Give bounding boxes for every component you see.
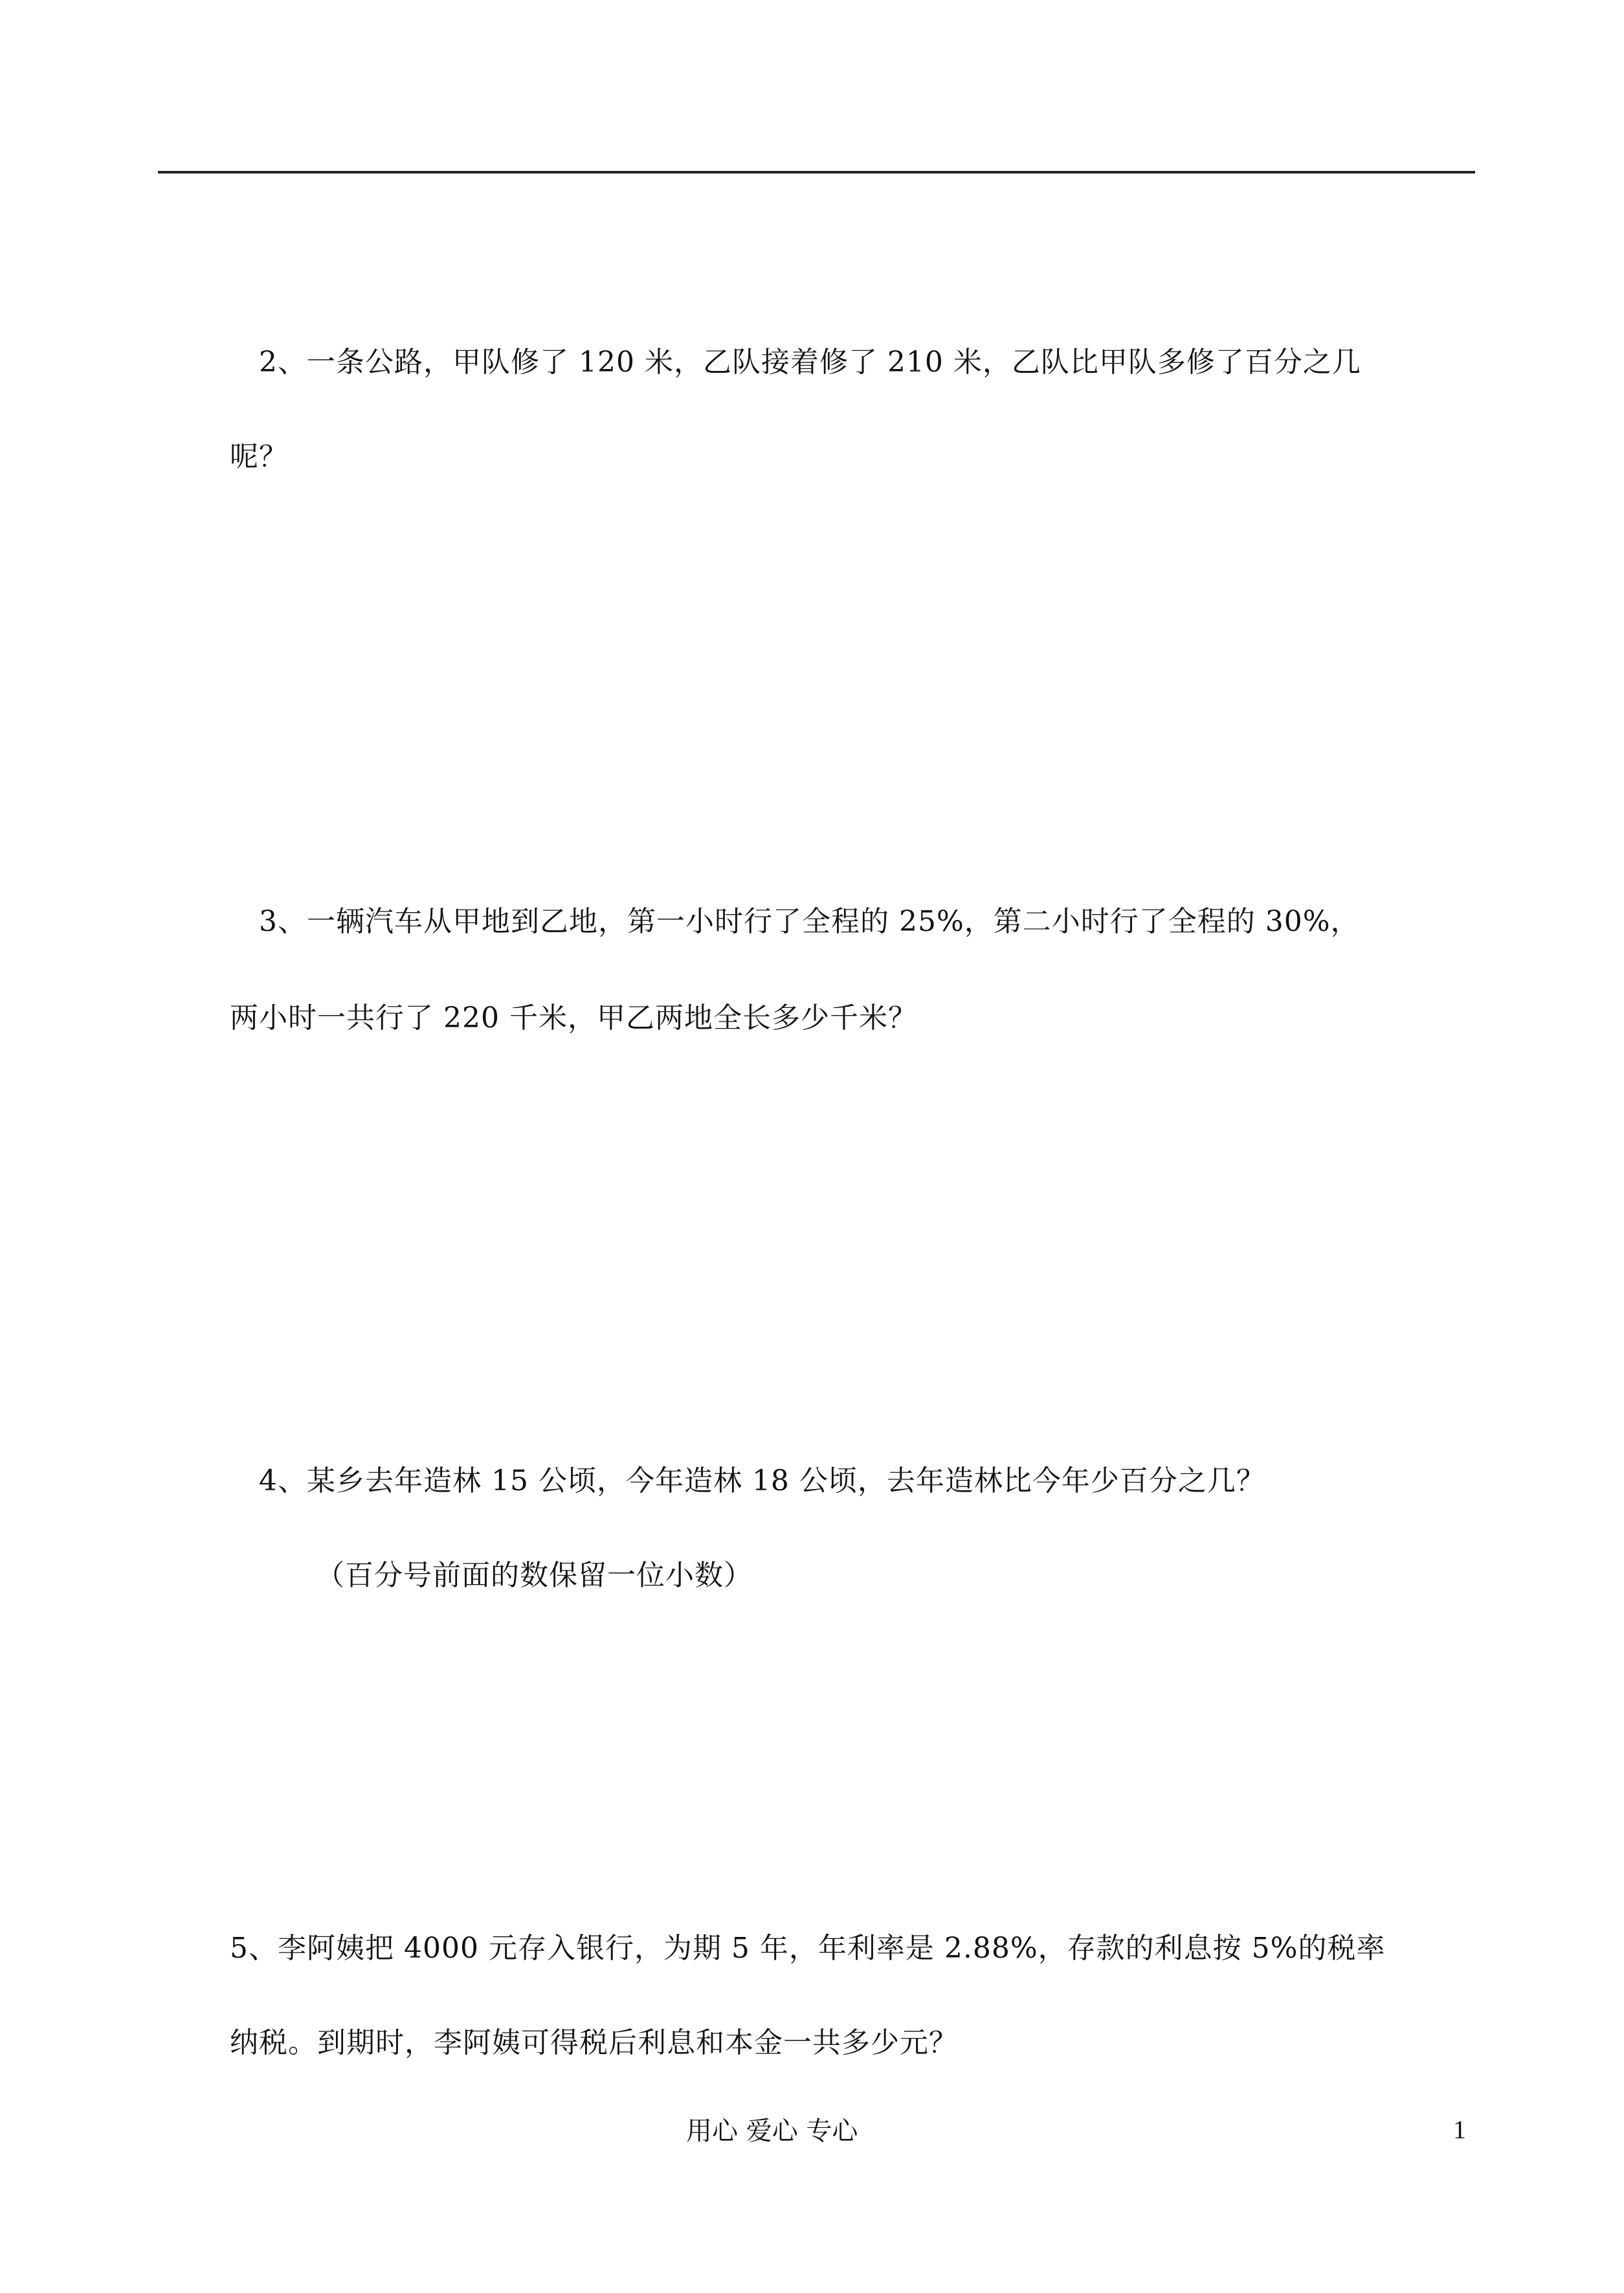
header-rule: [158, 171, 1475, 173]
question-5-line-2: 纳税。到期时，李阿姨可得税后利息和本金一共多少元？: [230, 2026, 958, 2059]
question-3-line-1: 3、一辆汽车从甲地到乙地，第一小时行了全程的 25%，第二小时行了全程的 30%，: [259, 905, 1360, 938]
question-2-line-1: 2、一条公路，甲队修了 120 米，乙队接着修了 210 米，乙队比甲队多修了百分之几: [259, 346, 1361, 379]
question-5-line-1: 5、李阿姨把 4000 元存入银行，为期 5 年，年利率是 2.88%，存款的利息按 5%的税率: [230, 1932, 1386, 1965]
page-number: 1: [1453, 2115, 1466, 2144]
question-4-line-1: 4、某乡去年造林 15 公顷，今年造林 18 公顷，去年造林比今年少百分之几？: [259, 1464, 1265, 1497]
question-4-line-2: （百分号前面的数保留一位小数）: [316, 1559, 753, 1592]
question-2-line-2: 呢？: [230, 440, 288, 473]
question-3-line-2: 两小时一共行了 220 千米，甲乙两地全长多少千米？: [230, 1001, 917, 1035]
footer-motto: 用心 爱心 专心: [686, 2116, 858, 2146]
